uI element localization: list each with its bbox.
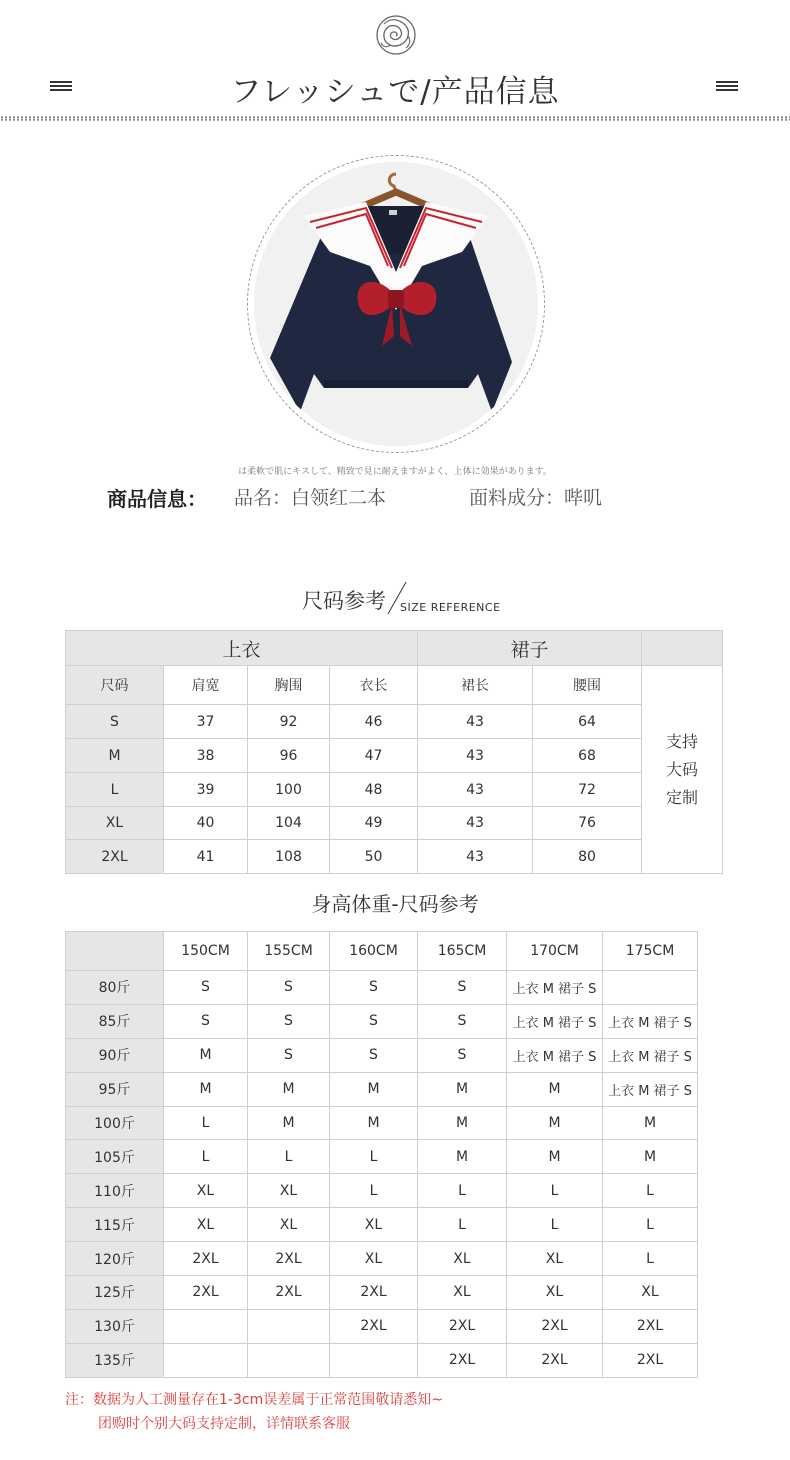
table-row bbox=[66, 807, 723, 840]
table-row bbox=[66, 1174, 698, 1208]
size-cell: L bbox=[418, 1208, 507, 1242]
value-cell: 76 bbox=[533, 807, 642, 840]
size-cell: L bbox=[507, 1174, 603, 1208]
size-cell: M bbox=[248, 1072, 330, 1106]
table-row bbox=[66, 971, 698, 1005]
column-header: 胸围 bbox=[248, 666, 330, 705]
size-cell bbox=[248, 1309, 330, 1343]
table-row bbox=[66, 1242, 698, 1276]
size-table bbox=[65, 630, 723, 874]
value-cell: 43 bbox=[418, 705, 533, 739]
height-header: 165CM bbox=[418, 932, 507, 971]
value-cell: 100 bbox=[248, 773, 330, 807]
weight-cell: 105斤 bbox=[66, 1140, 164, 1174]
size-cell: 2XL bbox=[66, 840, 164, 874]
size-cell: L bbox=[66, 773, 164, 807]
product-info-label: 商品信息： bbox=[107, 487, 207, 511]
value-cell: 108 bbox=[248, 840, 330, 874]
table-row bbox=[66, 773, 723, 807]
group-header-top: 上衣 bbox=[66, 631, 418, 666]
size-cell: L bbox=[164, 1106, 248, 1140]
weight-cell: 130斤 bbox=[66, 1309, 164, 1343]
size-cell: XL bbox=[66, 807, 164, 840]
size-cell: L bbox=[330, 1174, 418, 1208]
height-weight-title: 身高体重-尺码参考 bbox=[311, 892, 479, 916]
weight-cell: 80斤 bbox=[66, 971, 164, 1005]
size-cell: S bbox=[418, 1038, 507, 1072]
page-title: フレッシュで/产品信息 bbox=[230, 74, 560, 110]
table-row bbox=[66, 739, 723, 773]
size-cell: L bbox=[603, 1174, 698, 1208]
size-cell: XL bbox=[330, 1242, 418, 1276]
size-cell: M bbox=[603, 1106, 698, 1140]
column-header: 尺码 bbox=[66, 666, 164, 705]
size-cell: 2XL bbox=[418, 1343, 507, 1377]
size-cell: 上衣 M 裙子 S bbox=[603, 1038, 698, 1072]
value-cell: 68 bbox=[533, 739, 642, 773]
table-row bbox=[66, 840, 723, 874]
size-cell: S bbox=[164, 971, 248, 1005]
weight-cell: 90斤 bbox=[66, 1038, 164, 1072]
group-header-empty bbox=[642, 631, 723, 666]
group-header-skirt: 裙子 bbox=[418, 631, 642, 666]
size-cell: XL bbox=[164, 1208, 248, 1242]
size-cell: M bbox=[66, 739, 164, 773]
size-cell: XL bbox=[418, 1242, 507, 1276]
weight-cell: 100斤 bbox=[66, 1106, 164, 1140]
value-cell: 43 bbox=[418, 807, 533, 840]
size-cell: XL bbox=[164, 1174, 248, 1208]
table-row bbox=[66, 1343, 698, 1377]
size-cell: S bbox=[330, 1038, 418, 1072]
size-cell: 2XL bbox=[603, 1309, 698, 1343]
size-cell: XL bbox=[248, 1174, 330, 1208]
size-cell: L bbox=[164, 1140, 248, 1174]
size-cell: 2XL bbox=[164, 1276, 248, 1310]
value-cell: 41 bbox=[164, 840, 248, 874]
value-cell: 43 bbox=[418, 739, 533, 773]
size-cell: S bbox=[248, 971, 330, 1005]
size-cell: 上衣 M 裙子 S bbox=[603, 1072, 698, 1106]
value-cell: 72 bbox=[533, 773, 642, 807]
size-cell: M bbox=[418, 1140, 507, 1174]
custom-note-line: 定制 bbox=[666, 787, 699, 807]
value-cell: 47 bbox=[330, 739, 418, 773]
size-cell: 2XL bbox=[248, 1276, 330, 1310]
size-cell: 2XL bbox=[507, 1343, 603, 1377]
size-cell: S bbox=[330, 971, 418, 1005]
size-cell: M bbox=[418, 1106, 507, 1140]
size-cell: 上衣 M 裙子 S bbox=[507, 1038, 603, 1072]
dotted-divider bbox=[0, 116, 790, 121]
height-header: 175CM bbox=[603, 932, 698, 971]
value-cell: 40 bbox=[164, 807, 248, 840]
size-cell: XL bbox=[507, 1276, 603, 1310]
table-row bbox=[66, 1106, 698, 1140]
size-cell bbox=[330, 1343, 418, 1377]
product-caption: は柔軟で肌にキスして、精致で見に耐えますがよく、上体に効果があります。 bbox=[238, 467, 552, 477]
size-cell: M bbox=[164, 1038, 248, 1072]
size-cell: M bbox=[603, 1140, 698, 1174]
size-cell: M bbox=[507, 1106, 603, 1140]
size-cell: 2XL bbox=[603, 1343, 698, 1377]
size-cell: L bbox=[248, 1140, 330, 1174]
value-cell: 48 bbox=[330, 773, 418, 807]
weight-cell: 115斤 bbox=[66, 1208, 164, 1242]
value-cell: 43 bbox=[418, 773, 533, 807]
size-cell: S bbox=[164, 1004, 248, 1038]
size-cell: M bbox=[418, 1072, 507, 1106]
size-cell: M bbox=[507, 1140, 603, 1174]
size-cell bbox=[248, 1343, 330, 1377]
size-cell: L bbox=[603, 1242, 698, 1276]
table-row bbox=[66, 1309, 698, 1343]
size-cell: 2XL bbox=[418, 1309, 507, 1343]
height-header: 170CM bbox=[507, 932, 603, 971]
value-cell: 46 bbox=[330, 705, 418, 739]
size-cell: 2XL bbox=[248, 1242, 330, 1276]
column-header: 腰围 bbox=[533, 666, 642, 705]
note-line-1: 注：数据为人工测量存在1-3cm误差属于正常范围敬请悉知~ bbox=[65, 1392, 443, 1408]
column-header: 裙长 bbox=[418, 666, 533, 705]
size-cell: M bbox=[330, 1106, 418, 1140]
table-row bbox=[66, 1140, 698, 1174]
value-cell: 92 bbox=[248, 705, 330, 739]
value-cell: 104 bbox=[248, 807, 330, 840]
size-cell: XL bbox=[507, 1242, 603, 1276]
size-cell: 2XL bbox=[330, 1276, 418, 1310]
weight-cell: 85斤 bbox=[66, 1004, 164, 1038]
size-cell bbox=[164, 1343, 248, 1377]
rose-logo-icon bbox=[375, 14, 417, 56]
size-cell: XL bbox=[330, 1208, 418, 1242]
height-weight-table bbox=[65, 931, 698, 1378]
table-row bbox=[66, 1276, 698, 1310]
size-cell: 上衣 M 裙子 S bbox=[603, 1004, 698, 1038]
size-cell: 2XL bbox=[164, 1242, 248, 1276]
size-cell: S bbox=[248, 1004, 330, 1038]
size-cell: M bbox=[248, 1106, 330, 1140]
value-cell: 80 bbox=[533, 840, 642, 874]
custom-size-note bbox=[642, 666, 723, 874]
product-image bbox=[254, 162, 538, 446]
weight-cell: 110斤 bbox=[66, 1174, 164, 1208]
size-cell: S bbox=[248, 1038, 330, 1072]
size-cell: M bbox=[164, 1072, 248, 1106]
note-line-2: 团购时个别大码支持定制，详情联系客服 bbox=[98, 1416, 350, 1432]
value-cell: 39 bbox=[164, 773, 248, 807]
product-name: 品名：白领红二本 bbox=[234, 487, 387, 509]
table-row bbox=[66, 1004, 698, 1038]
size-cell: L bbox=[330, 1140, 418, 1174]
table-row bbox=[66, 1072, 698, 1106]
value-cell: 38 bbox=[164, 739, 248, 773]
table-row bbox=[66, 1208, 698, 1242]
size-cell bbox=[164, 1309, 248, 1343]
size-cell: S bbox=[418, 971, 507, 1005]
size-reference-title: 尺码参考 bbox=[302, 589, 386, 613]
custom-note-line: 大码 bbox=[666, 759, 699, 779]
size-cell: M bbox=[330, 1072, 418, 1106]
value-cell: 64 bbox=[533, 705, 642, 739]
value-cell: 43 bbox=[418, 840, 533, 874]
weight-cell: 95斤 bbox=[66, 1072, 164, 1106]
value-cell: 50 bbox=[330, 840, 418, 874]
weight-cell: 120斤 bbox=[66, 1242, 164, 1276]
size-cell: S bbox=[330, 1004, 418, 1038]
custom-note-line: 支持 bbox=[666, 731, 699, 751]
weight-cell: 135斤 bbox=[66, 1343, 164, 1377]
table-row bbox=[66, 1038, 698, 1072]
table-row bbox=[66, 705, 723, 739]
size-reference-subtitle: SIZE REFERENCE bbox=[400, 601, 501, 614]
weight-cell: 125斤 bbox=[66, 1276, 164, 1310]
size-cell: S bbox=[418, 1004, 507, 1038]
value-cell: 96 bbox=[248, 739, 330, 773]
size-cell: S bbox=[66, 705, 164, 739]
size-cell: M bbox=[507, 1072, 603, 1106]
size-cell: 上衣 M 裙子 S bbox=[507, 971, 603, 1005]
column-header: 衣长 bbox=[330, 666, 418, 705]
size-cell: 2XL bbox=[507, 1309, 603, 1343]
column-header: 肩宽 bbox=[164, 666, 248, 705]
corner-cell bbox=[66, 932, 164, 971]
size-cell: XL bbox=[248, 1208, 330, 1242]
size-cell: XL bbox=[418, 1276, 507, 1310]
size-cell: XL bbox=[603, 1276, 698, 1310]
size-cell bbox=[603, 971, 698, 1005]
size-cell: L bbox=[418, 1174, 507, 1208]
size-cell: 上衣 M 裙子 S bbox=[507, 1004, 603, 1038]
size-cell: L bbox=[603, 1208, 698, 1242]
size-cell: 2XL bbox=[330, 1309, 418, 1343]
value-cell: 49 bbox=[330, 807, 418, 840]
size-cell: L bbox=[507, 1208, 603, 1242]
height-header: 155CM bbox=[248, 932, 330, 971]
height-header: 160CM bbox=[330, 932, 418, 971]
height-header: 150CM bbox=[164, 932, 248, 971]
product-fabric: 面料成分：哔叽 bbox=[469, 487, 603, 509]
value-cell: 37 bbox=[164, 705, 248, 739]
